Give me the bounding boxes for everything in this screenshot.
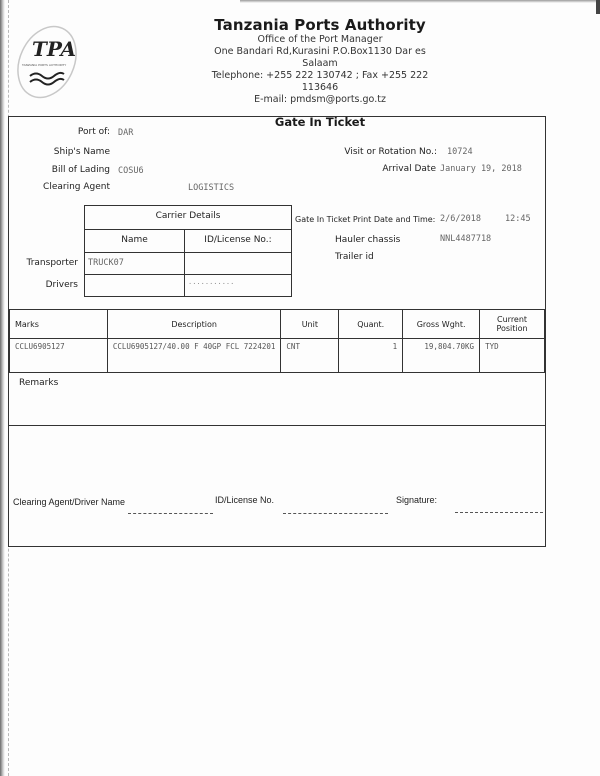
cell-current-position: TYD — [480, 339, 545, 373]
carrier-details-box — [84, 205, 292, 297]
drivers-label: Drivers — [45, 280, 78, 290]
id-license-label: ID/License No. — [215, 495, 275, 505]
hauler-chassis-label: Hauler chassis — [335, 235, 401, 245]
remarks-label: Remarks — [19, 378, 59, 388]
transporter-name-value: TRUCK07 — [88, 258, 124, 268]
arrival-date-value: January 19, 2018 — [440, 164, 522, 174]
id-license-line[interactable] — [283, 513, 388, 515]
table-header-row — [10, 310, 545, 339]
bill-of-lading-label: Bill of Lading — [51, 165, 110, 175]
table-row — [10, 339, 545, 373]
clearing-agent-label: Clearing Agent — [43, 182, 110, 192]
office-line: Office of the Port Manager — [257, 34, 383, 45]
trailer-id-label: Trailer id — [335, 252, 374, 262]
col-header-gross-weight: Gross Wght. — [403, 310, 480, 339]
remarks-divider — [9, 425, 545, 426]
hauler-chassis-value: NNL4487718 — [440, 234, 492, 244]
agent-driver-name-line[interactable] — [128, 513, 213, 515]
carrier-col-name: Name — [121, 235, 148, 245]
phone-fax-line: Telephone: +255 222 130742 ; Fax +255 222 113646 — [211, 70, 429, 93]
carrier-col-id: ID/License No.: — [204, 235, 272, 245]
col-header-description: Description — [107, 310, 281, 339]
transporter-label: Transporter — [26, 258, 78, 268]
port-of-value: DAR — [118, 128, 134, 138]
scan-shadow-top — [240, 0, 600, 3]
scan-shadow-left — [0, 0, 5, 776]
logo-text: TPA — [32, 37, 76, 61]
cell-quantity: 1 — [339, 339, 403, 373]
col-header-marks: Marks — [10, 310, 108, 339]
cell-marks: CCLU6905127 — [10, 339, 108, 373]
visit-rotation-label: Visit or Rotation No.: — [344, 147, 437, 157]
scan-shadow-right — [596, 0, 600, 14]
doc-title: Gate In Ticket — [274, 115, 366, 129]
col-header-quantity: Quant. — [339, 310, 403, 339]
logo-subtext: TANZANIA PORTS AUTHORITY — [22, 63, 67, 67]
clearing-agent-value: LOGISTICS — [188, 183, 235, 193]
ships-name-label: Ship's Name — [53, 147, 110, 157]
col-header-current-position: Current Position — [480, 310, 545, 339]
print-date-value: 2/6/2018 — [440, 214, 481, 224]
bill-of-lading-value: COSU6 — [118, 166, 144, 176]
org-name: Tanzania Ports Authority — [214, 16, 426, 34]
signature-line[interactable] — [455, 512, 543, 514]
port-of-label: Port of: — [77, 127, 110, 137]
arrival-date-label: Arrival Date — [382, 164, 436, 174]
drivers-id-value: ........... — [188, 278, 235, 286]
cell-gross-weight: 19,804.70KG — [403, 339, 480, 373]
address-line: One Bandari Rd,Kurasini P.O.Box1130 Dar es Salaam — [214, 46, 426, 69]
carrier-details-title: Carrier Details — [155, 211, 221, 221]
col-header-unit: Unit — [281, 310, 339, 339]
cargo-items-table — [9, 309, 545, 373]
print-datetime-label: Gate In Ticket Print Date and Time: — [295, 215, 436, 224]
signature-label: Signature: — [396, 495, 438, 505]
visit-rotation-value: 10724 — [447, 147, 473, 157]
cell-unit: CNT — [281, 339, 339, 373]
cell-description: CCLU6905127/40.00 F 40GP FCL 7224201 — [107, 339, 281, 373]
tpa-logo — [12, 20, 82, 100]
letterhead — [200, 16, 440, 129]
agent-driver-name-label: Clearing Agent/Driver Name — [13, 497, 126, 507]
email-line: E-mail: pmdsm@ports.go.tz — [254, 94, 386, 105]
print-time-value: 12:45 — [505, 214, 531, 224]
